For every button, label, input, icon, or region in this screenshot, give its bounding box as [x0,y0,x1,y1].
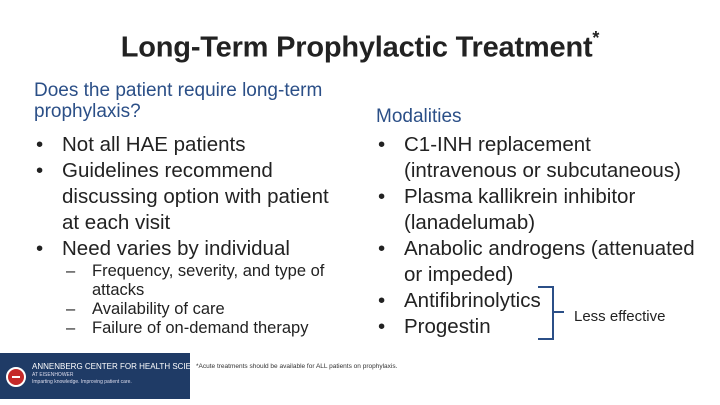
logo-sub1: AT EISENHOWER [32,372,74,378]
right-bullet: • Antifibrinolytics [376,288,706,314]
left-sub-bullet: – Failure of on-demand therapy [66,319,356,338]
left-sub-bullet: – Availability of care [66,300,356,319]
bracket-tick [554,311,564,313]
right-bullet: • C1-INH replacement (intravenous or subcutaneous) [376,132,706,184]
left-column-heading: Does the patient require long-term prophylaxis? [34,80,323,122]
logo-sub2: Imparting knowledge. Improving patient care. [32,379,132,385]
logo-name: ANNENBERG CENTER FOR HEALTH SCIENCES [32,362,214,371]
right-bullet: • Anabolic androgens (attenuated or impeded) [376,236,706,288]
less-effective-label: Less effective [574,308,666,325]
left-sub-bullet-list [66,262,356,338]
logo-emblem-icon [6,367,26,387]
left-bullet-list [34,132,344,262]
left-sub-bullet: – Frequency, severity, and type of attacks [66,262,356,300]
right-column-heading: Modalities [376,106,462,127]
left-bullet: • Need varies by individual [34,236,344,262]
left-bullet: • Guidelines recommend discussing option with patient at each visit [34,158,344,236]
less-effective-bracket [538,286,554,340]
left-bullet: • Not all HAE patients [34,132,344,158]
logo-text [32,362,213,386]
footnote: *Acute treatments should be available for ALL patients on prophylaxis. [196,363,398,370]
right-bullet: • Plasma kallikrein inhibitor (lanadelumab) [376,184,706,236]
right-bullet: • Progestin [376,314,706,340]
slide-title [0,30,720,65]
title-asterisk: * [592,28,600,48]
slide-title-text: Long-Term Prophylactic Treatment [120,31,593,64]
